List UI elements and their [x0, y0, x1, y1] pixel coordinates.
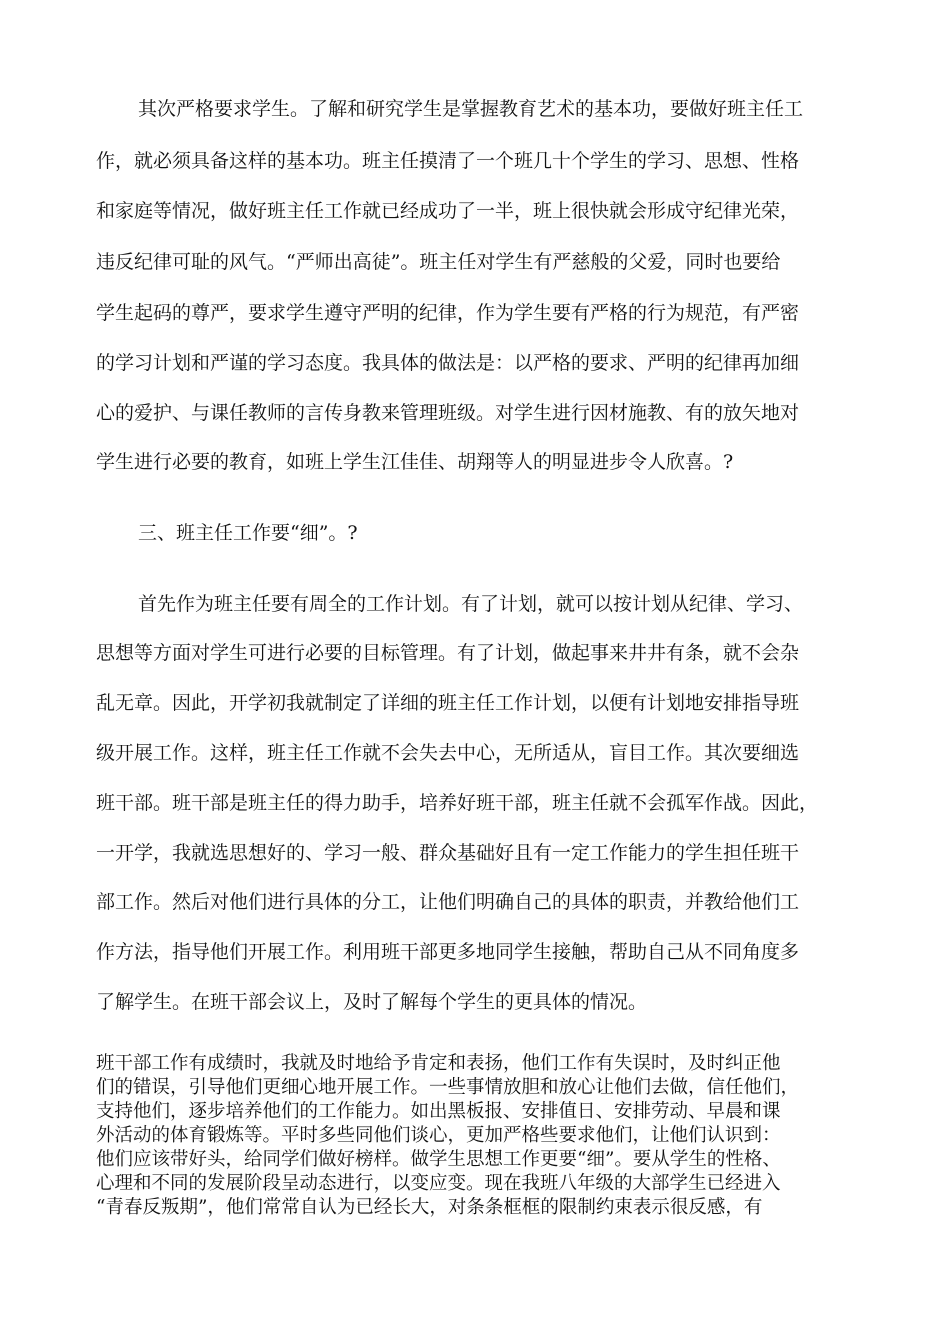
section-heading: 三、班主任工作要“细”。?: [138, 522, 358, 544]
paragraph-line: 们的错误，引导他们更细心地开展工作。一些事情放胆和放心让他们去做，信任他们，: [96, 1077, 800, 1098]
paragraph-line: 了解学生。在班干部会议上，及时了解每个学生的更具体的情况。: [96, 991, 648, 1013]
paragraph-line: 违反纪律可耻的风气。“严师出高徒”。班主任对学生有严慈般的父爱，同时也要给: [96, 251, 781, 273]
paragraph-line: 乱无章。因此，开学初我就制定了详细的班主任工作计划，以便有计划地安排指导班: [96, 692, 800, 714]
paragraph-line: 思想等方面对学生可进行必要的目标管理。有了计划，做起事来井井有条，就不会杂: [96, 642, 800, 664]
paragraph-line: 支持他们，逐步培养他们的工作能力。如出黑板报、安排值日、安排劳动、早晨和课: [96, 1101, 781, 1122]
paragraph-line: 部工作。然后对他们进行具体的分工，让他们明确自己的具体的职责，并教给他们工: [96, 891, 800, 913]
paragraph-line: 级开展工作。这样，班主任工作就不会失去中心，无所适从，盲目工作。其次要细选: [96, 742, 800, 764]
paragraph-line: 的学习计划和严谨的学习态度。我具体的做法是：以严格的要求、严明的纪律再加细: [96, 352, 800, 374]
paragraph-line: 作，就必须具备这样的基本功。班主任摸清了一个班几十个学生的学习、思想、性格: [96, 150, 800, 172]
paragraph-line: 心理和不同的发展阶段呈动态进行，以变应变。现在我班八年级的大部学生已经进入: [96, 1173, 781, 1194]
paragraph-line: 外活动的体育锻炼等。平时多些同他们谈心，更加严格些要求他们，让他们认识到：: [96, 1125, 781, 1146]
paragraph-line: 作方法，指导他们开展工作。利用班干部更多地同学生接触，帮助自己从不同角度多: [96, 941, 800, 963]
paragraph-line: 班干部工作有成绩时，我就及时地给予肯定和表扬，他们工作有失误时，及时纠正他: [96, 1053, 781, 1074]
paragraph-line: 其次严格要求学生。了解和研究学生是掌握教育艺术的基本功，要做好班主任工: [138, 98, 804, 120]
paragraph-line: “青春反叛期”，他们常常自认为已经长大，对条条框框的限制约束表示很反感，有: [96, 1197, 763, 1218]
paragraph-line: 和家庭等情况，做好班主任工作就已经成功了一半，班上很快就会形成守纪律光荣，: [96, 200, 800, 222]
paragraph-line: 学生进行必要的教育，如班上学生江佳佳、胡翔等人的明显进步令人欣喜。?: [96, 451, 734, 473]
paragraph-line: 班干部。班干部是班主任的得力助手，培养好班干部，班主任就不会孤军作战。因此，: [96, 792, 819, 814]
paragraph-line: 他们应该带好头，给同学们做好榜样。做学生思想工作更要“细”。要从学生的性格、: [96, 1149, 781, 1170]
paragraph-line: 心的爱护、与课任教师的言传身教来管理班级。对学生进行因材施教、有的放矢地对: [96, 402, 800, 424]
paragraph-line: 学生起码的尊严，要求学生遵守严明的纪律，作为学生要有严格的行为规范，有严密: [96, 302, 800, 324]
paragraph-line: 首先作为班主任要有周全的工作计划。有了计划，就可以按计划从纪律、学习、: [138, 593, 804, 615]
paragraph-line: 一开学，我就选思想好的、学习一般、群众基础好且有一定工作能力的学生担任班干: [96, 842, 800, 864]
